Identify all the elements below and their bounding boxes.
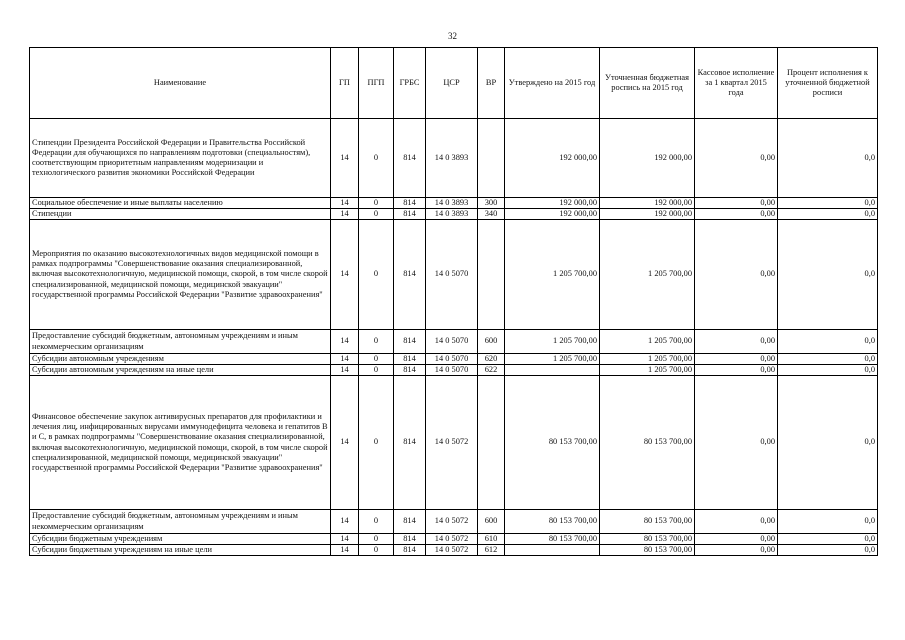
row-name: Субсидии автономным учреждениям на иные цели [30,365,331,376]
row-vr: 610 [478,534,505,545]
row-csr: 14 0 5072 [426,545,478,556]
row-csr: 14 0 3893 [426,119,478,198]
row-gp: 14 [331,510,359,534]
row-gp: 14 [331,119,359,198]
row-grbs: 814 [394,510,426,534]
row-gp: 14 [331,198,359,209]
row-grbs: 814 [394,220,426,330]
row-refined: 80 153 700,00 [600,545,695,556]
row-approved: 80 153 700,00 [505,510,600,534]
row-csr: 14 0 3893 [426,209,478,220]
row-approved: 192 000,00 [505,119,600,198]
row-csr: 14 0 5070 [426,220,478,330]
row-approved [505,365,600,376]
row-percent: 0,0 [778,220,878,330]
row-name: Стипендии Президента Российской Федерации и Правительства Российской Федерации для обучающихся по направлениям подготовки (специальностям), соответствующим приоритетным направлениям модернизации и технологического развития экономики Российской Федерации [30,119,331,198]
row-gp: 14 [331,545,359,556]
row-vr: 300 [478,198,505,209]
row-refined: 192 000,00 [600,198,695,209]
row-pgp: 0 [359,209,394,220]
header-grbs: ГРБС [394,48,426,119]
row-vr [478,220,505,330]
row-cash: 0,00 [695,545,778,556]
row-csr: 14 0 5072 [426,534,478,545]
row-vr: 340 [478,209,505,220]
row-percent: 0,0 [778,510,878,534]
header-row [30,48,878,119]
row-approved [505,545,600,556]
row-refined: 1 205 700,00 [600,365,695,376]
table-row [30,534,878,545]
row-percent: 0,0 [778,198,878,209]
row-grbs: 814 [394,209,426,220]
row-vr: 600 [478,510,505,534]
header-approved: Утверждено на 2015 год [505,48,600,119]
table-row [30,354,878,365]
row-pgp: 0 [359,376,394,510]
row-name: Субсидии бюджетным учреждениям на иные цели [30,545,331,556]
row-gp: 14 [331,209,359,220]
header-refined: Уточненная бюджетная роспись на 2015 год [600,48,695,119]
row-refined: 80 153 700,00 [600,510,695,534]
row-percent: 0,0 [778,365,878,376]
row-percent: 0,0 [778,545,878,556]
row-gp: 14 [331,354,359,365]
row-approved: 1 205 700,00 [505,330,600,354]
row-pgp: 0 [359,365,394,376]
row-gp: 14 [331,534,359,545]
header-name: Наименование [30,48,331,119]
header-gp: ГП [331,48,359,119]
row-cash: 0,00 [695,209,778,220]
row-name: Субсидии автономным учреждениям [30,354,331,365]
row-percent: 0,0 [778,209,878,220]
row-refined: 192 000,00 [600,209,695,220]
row-percent: 0,0 [778,330,878,354]
row-csr: 14 0 5072 [426,376,478,510]
row-pgp: 0 [359,510,394,534]
row-grbs: 814 [394,198,426,209]
row-grbs: 814 [394,354,426,365]
row-cash: 0,00 [695,534,778,545]
table-row [30,220,878,330]
table-row [30,209,878,220]
row-pgp: 0 [359,354,394,365]
row-cash: 0,00 [695,376,778,510]
row-refined: 80 153 700,00 [600,376,695,510]
header-csr: ЦСР [426,48,478,119]
row-grbs: 814 [394,119,426,198]
row-cash: 0,00 [695,220,778,330]
row-refined: 1 205 700,00 [600,220,695,330]
row-vr: 600 [478,330,505,354]
table-row [30,376,878,510]
row-percent: 0,0 [778,534,878,545]
row-approved: 1 205 700,00 [505,354,600,365]
row-gp: 14 [331,330,359,354]
row-approved: 80 153 700,00 [505,534,600,545]
row-cash: 0,00 [695,119,778,198]
row-grbs: 814 [394,365,426,376]
row-name: Мероприятия по оказанию высокотехнологичных видов медицинской помощи в рамках подпрограммы "Совершенствование оказания специализированной, включая высокотехнологичную, медицинской помощи, скорой, в том числе скорой специализированной, медицинской помощи, медицинской эвакуации" государственной программы Российской Федерации "Развитие здравоохранения" [30,220,331,330]
row-vr: 622 [478,365,505,376]
row-csr: 14 0 5070 [426,354,478,365]
row-cash: 0,00 [695,198,778,209]
row-gp: 14 [331,365,359,376]
header-percent: Процент исполнения к уточненной бюджетной росписи [778,48,878,119]
row-cash: 0,00 [695,510,778,534]
row-name: Стипендии [30,209,331,220]
row-percent: 0,0 [778,354,878,365]
row-refined: 80 153 700,00 [600,534,695,545]
row-pgp: 0 [359,545,394,556]
table-row [30,510,878,534]
header-pgp: ПГП [359,48,394,119]
header-cash: Кассовое исполнение за 1 квартал 2015 года [695,48,778,119]
row-name: Предоставление субсидий бюджетным, автономным учреждениям и иным некоммерческим организациям [30,510,331,534]
row-grbs: 814 [394,534,426,545]
row-approved: 192 000,00 [505,209,600,220]
page-number: 32 [448,31,457,41]
table-row [30,330,878,354]
row-grbs: 814 [394,376,426,510]
table-row [30,365,878,376]
row-gp: 14 [331,220,359,330]
row-pgp: 0 [359,220,394,330]
row-gp: 14 [331,376,359,510]
row-refined: 192 000,00 [600,119,695,198]
row-csr: 14 0 5072 [426,510,478,534]
row-approved: 1 205 700,00 [505,220,600,330]
row-refined: 1 205 700,00 [600,330,695,354]
row-pgp: 0 [359,198,394,209]
row-csr: 14 0 5070 [426,365,478,376]
header-vr: ВР [478,48,505,119]
row-name: Предоставление субсидий бюджетным, автономным учреждениям и иным некоммерческим организациям [30,330,331,354]
budget-table [29,47,878,556]
row-percent: 0,0 [778,119,878,198]
row-percent: 0,0 [778,376,878,510]
row-grbs: 814 [394,330,426,354]
row-pgp: 0 [359,534,394,545]
row-pgp: 0 [359,119,394,198]
row-grbs: 814 [394,545,426,556]
row-vr [478,376,505,510]
row-csr: 14 0 5070 [426,330,478,354]
row-name: Финансовое обеспечение закупок антивирусных препаратов для профилактики и лечения лиц, инфицированных вирусами иммунодефицита человека и гепатитов В и С, в рамках подпрограммы "Совершенствование оказания специализированной, включая высокотехнологичную, медицинской помощи, скорой, в том числе скорой специализированной, медицинской помощи, медицинской эвакуации" государственной программы Российской Федерации "Развитие здравоохранения" [30,376,331,510]
row-name: Социальное обеспечение и иные выплаты населению [30,198,331,209]
row-csr: 14 0 3893 [426,198,478,209]
row-approved: 192 000,00 [505,198,600,209]
table-row [30,198,878,209]
row-name: Субсидии бюджетным учреждениям [30,534,331,545]
row-cash: 0,00 [695,330,778,354]
table-row [30,119,878,198]
row-refined: 1 205 700,00 [600,354,695,365]
row-pgp: 0 [359,330,394,354]
row-cash: 0,00 [695,354,778,365]
row-cash: 0,00 [695,365,778,376]
row-vr [478,119,505,198]
row-vr: 612 [478,545,505,556]
table-row [30,545,878,556]
row-approved: 80 153 700,00 [505,376,600,510]
row-vr: 620 [478,354,505,365]
